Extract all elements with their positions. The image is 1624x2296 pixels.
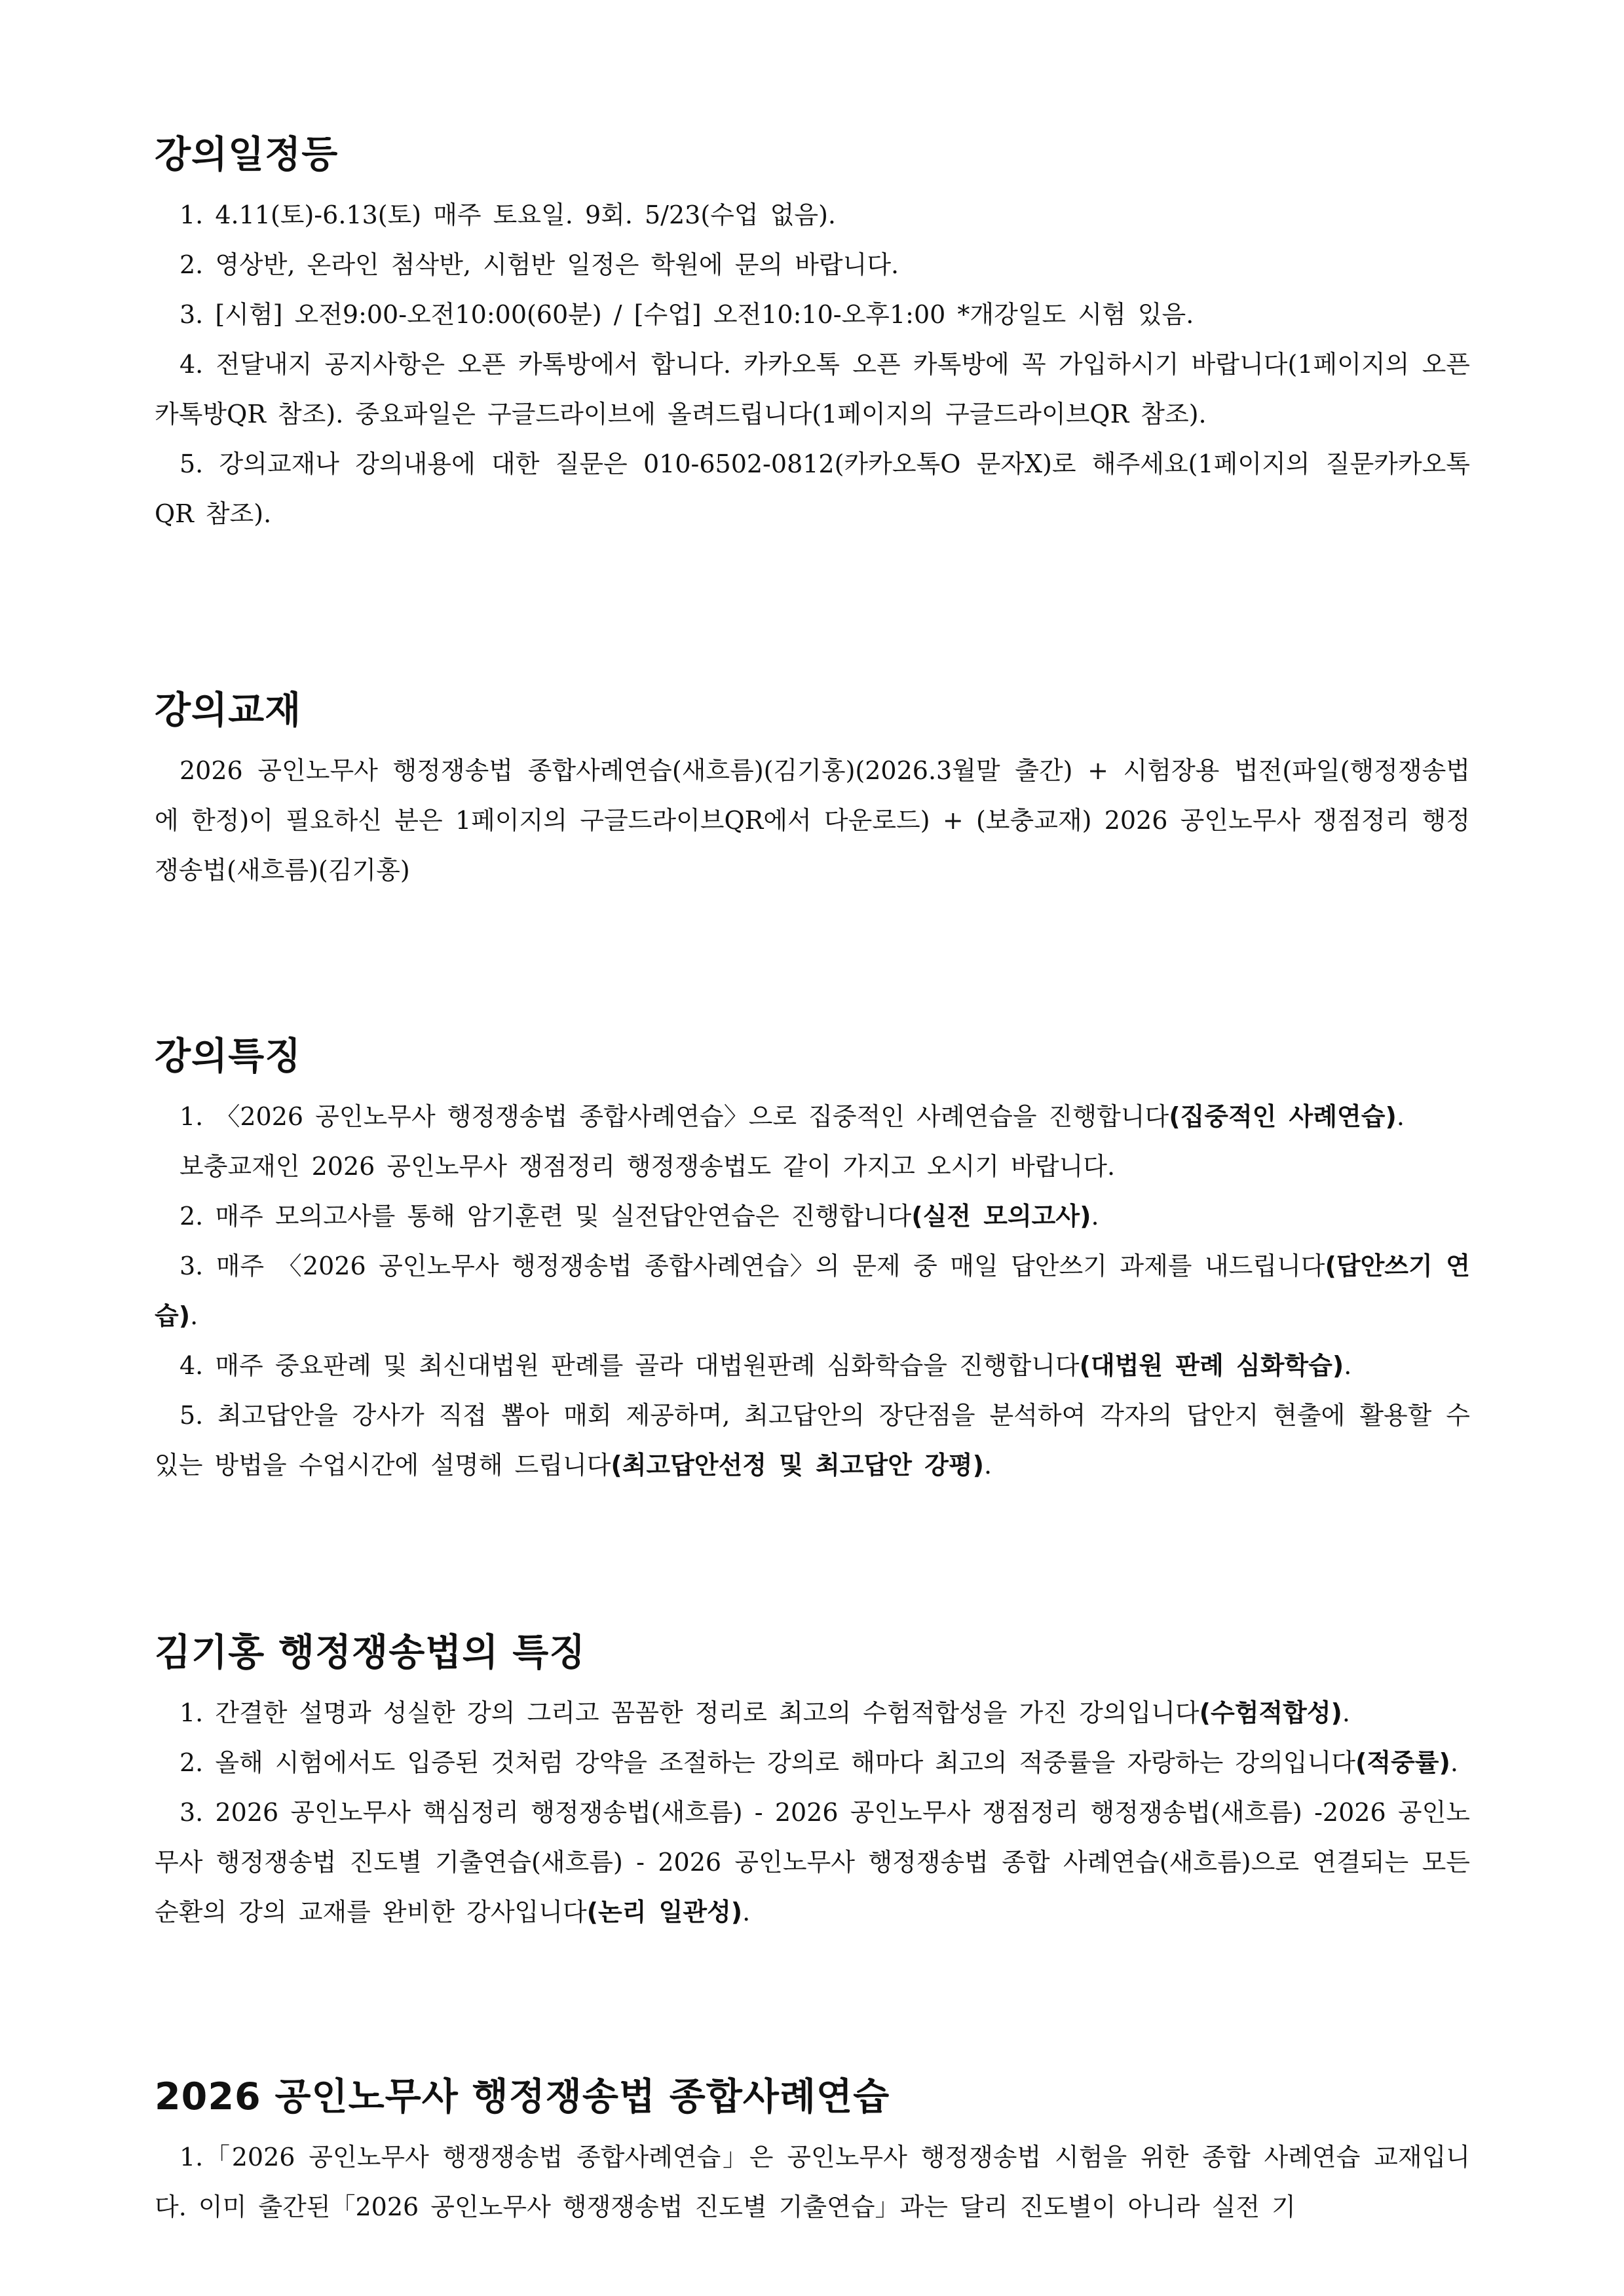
feature-text: 2. 매주 모의고사를 통해 암기훈련 및 실전답안연습은 진행합니다 <box>179 1202 912 1231</box>
feature-tail: . <box>1396 1102 1405 1131</box>
feature-text: 3. 매주 〈2026 공인노무사 행정쟁송법 종합사례연습〉의 문제 중 매일 답안쓰기 과제를 내드립니다 <box>179 1252 1325 1280</box>
textbook-body: 2026 공인노무사 행정쟁송법 종합사례연습(새흐름)(김기홍)(2026.3월말 출간) + 시험장용 법전(파일(행정쟁송법에 한정)이 필요하신 분은 1페이지의 구글드라이브QR에서 다운로드) + (보충교재) 2026 공인노무사 쟁점정리 행정쟁송법(새흐름)(김기홍) <box>155 756 1470 885</box>
section-title-features: 강의특징 <box>155 1035 302 1078</box>
section-features <box>155 1030 1470 1490</box>
section-casebook <box>155 2071 1470 2232</box>
kim-tail: . <box>1450 1748 1458 1777</box>
section-title-kim: 김기홍 행정쟁송법의 특징 <box>155 1631 586 1674</box>
kim-text: 2. 올해 시험에서도 입증된 것처럼 강약을 조절하는 강의로 해마다 최고의 적중률을 자랑하는 강의입니다 <box>179 1748 1355 1777</box>
kim-item <box>155 1688 1470 1738</box>
feature-text: 보충교재인 2026 공인노무사 쟁점정리 행정쟁송법도 같이 가지고 오시기 바랍니다. <box>179 1152 1116 1181</box>
feature-item <box>155 1092 1470 1141</box>
feature-tail: . <box>1344 1351 1352 1380</box>
schedule-item: 4. 전달내지 공지사항은 오픈 카톡방에서 합니다. 카카오톡 오픈 카톡방에 꼭 가입하시기 바랍니다(1페이지의 오픈카톡방QR 참조). 중요파일은 구글드라이브에 올려드립니다(1페이지의 구글드라이브QR 참조). <box>155 350 1470 429</box>
feature-text: 5. 최고답안을 강사가 직접 뽑아 매회 제공하며, 최고답안의 장단점을 분석하여 각자의 답안지 현출에 활용할 수 있는 방법을 수업시간에 설명해 드립니다 <box>155 1401 1470 1480</box>
kim-text: 1. 간결한 설명과 성실한 강의 그리고 꼼꼼한 정리로 최고의 수험적합성을 가진 강의입니다 <box>179 1698 1199 1727</box>
feature-bold: (최고답안선정 및 최고답안 강평) <box>611 1451 984 1480</box>
document-page <box>155 128 1470 2232</box>
feature-item <box>155 1341 1470 1390</box>
kim-tail: . <box>1342 1698 1350 1727</box>
feature-item <box>155 1191 1470 1241</box>
schedule-item: 2. 영상반, 온라인 첨삭반, 시험반 일정은 학원에 문의 바랍니다. <box>179 250 899 279</box>
kim-item <box>155 1788 1470 1937</box>
feature-item <box>155 1141 1470 1191</box>
kim-tail: . <box>742 1898 751 1926</box>
section-title-textbook: 강의교재 <box>155 689 302 732</box>
feature-bold: (실전 모의고사) <box>911 1202 1091 1231</box>
schedule-item: 5. 강의교재나 강의내용에 대한 질문은 010-6502-0812(카카오톡O 문자X)로 해주세요(1페이지의 질문카카오톡QR 참조). <box>155 450 1470 528</box>
schedule-item: 3. [시험] 오전9:00-오전10:00(60분) / [수업] 오전10:10-오후1:00 *개강일도 시험 있음. <box>179 300 1194 329</box>
feature-item <box>155 1390 1470 1490</box>
feature-text: 4. 매주 중요판례 및 최신대법원 판례를 골라 대법원판례 심화학습을 진행합니다 <box>179 1351 1080 1380</box>
section-textbook <box>155 684 1470 895</box>
feature-tail: . <box>1091 1202 1099 1231</box>
feature-tail: . <box>984 1451 992 1480</box>
kim-bold: (수험적합성) <box>1199 1698 1342 1727</box>
kim-bold: (논리 일관성) <box>586 1898 743 1926</box>
section-schedule <box>155 128 1470 539</box>
section-title-schedule: 강의일정등 <box>155 133 339 176</box>
feature-bold: (집중적인 사례연습) <box>1169 1102 1397 1131</box>
section-kim-features <box>155 1626 1470 1937</box>
section-title-casebook: 2026 공인노무사 행정쟁송법 종합사례연습 <box>155 2075 890 2118</box>
schedule-item: 1. 4.11(토)-6.13(토) 매주 토요일. 9회. 5/23(수업 없음). <box>179 201 836 229</box>
casebook-item: 1.「2026 공인노무사 행쟁쟁송법 종합사례연습」은 공인노무사 행정쟁송법 시험을 위한 종합 사례연습 교재입니다. 이미 출간된「2026 공인노무사 행쟁쟁송법 진도별 기출연습」과는 달리 진도별이 아니라 실전 기 <box>155 2143 1470 2221</box>
kim-item <box>155 1738 1470 1788</box>
feature-bold: (대법원 판례 심화학습) <box>1079 1351 1344 1380</box>
feature-item <box>155 1241 1470 1341</box>
kim-bold: (적중률) <box>1355 1748 1450 1777</box>
feature-text: 1. 〈2026 공인노무사 행정쟁송법 종합사례연습〉으로 집중적인 사례연습을 진행합니다 <box>179 1102 1169 1131</box>
kim-text: 3. 2026 공인노무사 핵심정리 행정쟁송법(새흐름) - 2026 공인노무사 쟁점정리 행정쟁송법(새흐름) -2026 공인노무사 행정쟁송법 진도별 기출연습(새흐름) - 2026 공인노무사 행정쟁송법 종합 사례연습(새흐름)으로 연결되는 모든 순환의 강의 교재를 완비한 강사입니다 <box>155 1798 1470 1926</box>
feature-tail: . <box>190 1301 198 1330</box>
feature-bold: (답안쓰기 연습) <box>155 1252 1471 1330</box>
